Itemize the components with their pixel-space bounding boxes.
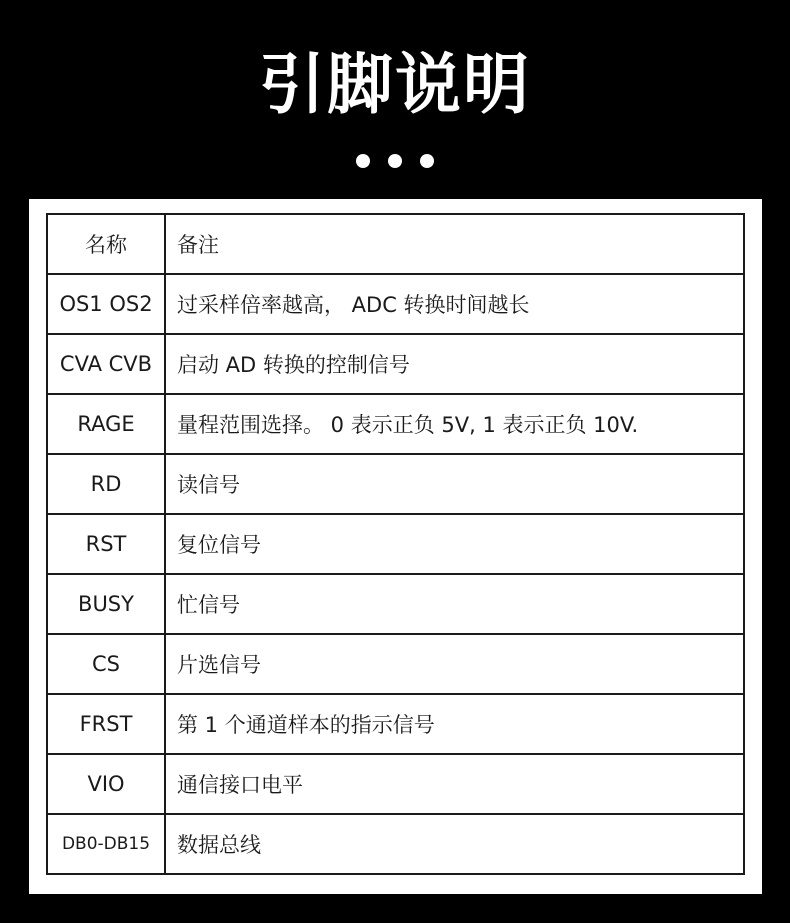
pin-note: 启动 AD 转换的控制信号 xyxy=(165,334,744,394)
pin-name: CS xyxy=(47,634,165,694)
pin-note: 忙信号 xyxy=(165,574,744,634)
pin-description-table xyxy=(46,213,745,875)
pin-note: 通信接口电平 xyxy=(165,754,744,814)
dot-icon xyxy=(356,154,370,168)
pin-name: CVA CVB xyxy=(47,334,165,394)
header-name: 名称 xyxy=(47,214,165,274)
pin-name: OS1 OS2 xyxy=(47,274,165,334)
header-note: 备注 xyxy=(165,214,744,274)
table-row xyxy=(47,514,744,574)
table-row xyxy=(47,814,744,874)
pin-note: 读信号 xyxy=(165,454,744,514)
decorative-dots xyxy=(0,154,790,168)
table-row xyxy=(47,754,744,814)
pin-name: RAGE xyxy=(47,394,165,454)
pin-note: 复位信号 xyxy=(165,514,744,574)
pin-name: RD xyxy=(47,454,165,514)
table-row xyxy=(47,394,744,454)
pin-name: BUSY xyxy=(47,574,165,634)
pin-name: RST xyxy=(47,514,165,574)
page-title: 引脚说明 xyxy=(259,46,531,123)
table-row xyxy=(47,334,744,394)
pin-name: VIO xyxy=(47,754,165,814)
table-row xyxy=(47,634,744,694)
table-row xyxy=(47,694,744,754)
table-row xyxy=(47,574,744,634)
pin-note: 第 1 个通道样本的指示信号 xyxy=(165,694,744,754)
table-header-row xyxy=(47,214,744,274)
pin-name: DB0-DB15 xyxy=(47,814,165,874)
pin-note: 过采样倍率越高， ADC 转换时间越长 xyxy=(165,274,744,334)
table-row xyxy=(47,274,744,334)
pin-note: 片选信号 xyxy=(165,634,744,694)
pin-note: 数据总线 xyxy=(165,814,744,874)
table-row xyxy=(47,454,744,514)
pin-note: 量程范围选择。 0 表示正负 5V, 1 表示正负 10V. xyxy=(165,394,744,454)
pin-name: FRST xyxy=(47,694,165,754)
dot-icon xyxy=(420,154,434,168)
dot-icon xyxy=(388,154,402,168)
